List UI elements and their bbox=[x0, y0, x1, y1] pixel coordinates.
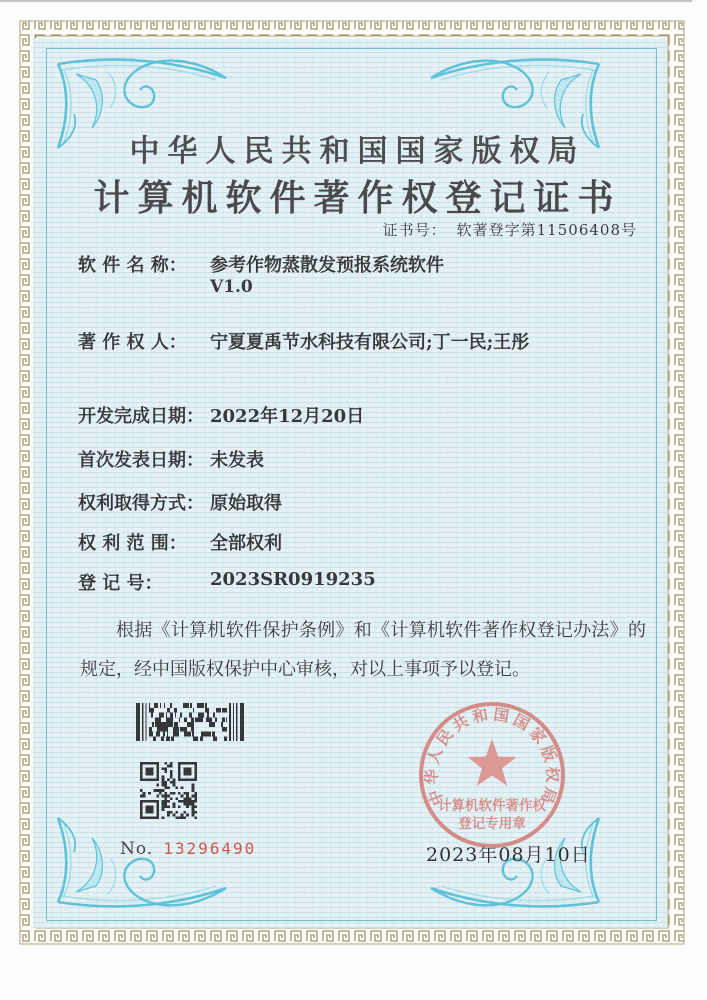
field-value: 宁夏夏禹节水科技有限公司;丁一民;王彤 bbox=[210, 332, 530, 353]
official-seal-icon bbox=[414, 697, 570, 853]
field-value: 2023SR0919235 bbox=[210, 569, 376, 590]
certificate-title: 计算机软件著作权登记证书 bbox=[93, 177, 622, 219]
field-copyright-owner bbox=[78, 328, 530, 354]
serial-number-line bbox=[120, 839, 256, 859]
field-label: 开发完成日期： bbox=[78, 406, 204, 427]
field-rights-scope bbox=[78, 529, 282, 555]
field-registration-number bbox=[78, 569, 376, 595]
serial-label: No. bbox=[120, 839, 154, 859]
field-label: 著 作 权 人： bbox=[78, 332, 187, 353]
seal-caption-line2: 登记专用章 bbox=[458, 816, 526, 832]
serial-number: 13296490 bbox=[163, 839, 257, 858]
certificate-number-value: 软著登字第11506408号 bbox=[456, 221, 637, 239]
corner-flourish-icon bbox=[48, 816, 228, 916]
issue-date: 2023年08月10日 bbox=[426, 844, 591, 866]
authority-name: 中华人民共和国国家版权局 bbox=[129, 134, 586, 169]
field-label: 登 记 号： bbox=[78, 573, 163, 594]
field-software-name bbox=[78, 251, 444, 277]
seal-ring-text: 中华人民共和国国家版权局 bbox=[421, 704, 563, 809]
field-value: 未发表 bbox=[210, 450, 264, 471]
field-value: 全部权利 bbox=[210, 533, 282, 554]
field-value: 原始取得 bbox=[210, 493, 282, 514]
qr-code-icon bbox=[140, 762, 197, 819]
certificate-number-line bbox=[383, 219, 637, 240]
field-label: 权 利 范 围： bbox=[78, 533, 187, 554]
field-label: 软 件 名 称： bbox=[78, 255, 187, 276]
field-acquisition-method bbox=[78, 489, 282, 515]
field-first-publication-date bbox=[78, 446, 264, 472]
field-label: 首次发表日期： bbox=[78, 450, 204, 471]
certificate-number-label: 证书号： bbox=[382, 221, 447, 239]
field-completion-date bbox=[78, 402, 365, 428]
seal-caption-line1: 计算机软件著作权 bbox=[438, 798, 546, 814]
field-value: 2022年12月20日 bbox=[210, 406, 365, 427]
software-version: V1.0 bbox=[210, 277, 253, 297]
field-label: 权利取得方式： bbox=[78, 493, 204, 514]
seal-star-icon bbox=[467, 739, 516, 786]
registration-statement: 根据《计算机软件保护条例》和《计算机软件著作权登记办法》的规定，经中国版权保护中心审核，对以上事项予以登记。 bbox=[80, 620, 646, 680]
field-value: 参考作物蒸散发预报系统软件 bbox=[210, 255, 444, 276]
barcode-2d-icon bbox=[136, 703, 244, 741]
